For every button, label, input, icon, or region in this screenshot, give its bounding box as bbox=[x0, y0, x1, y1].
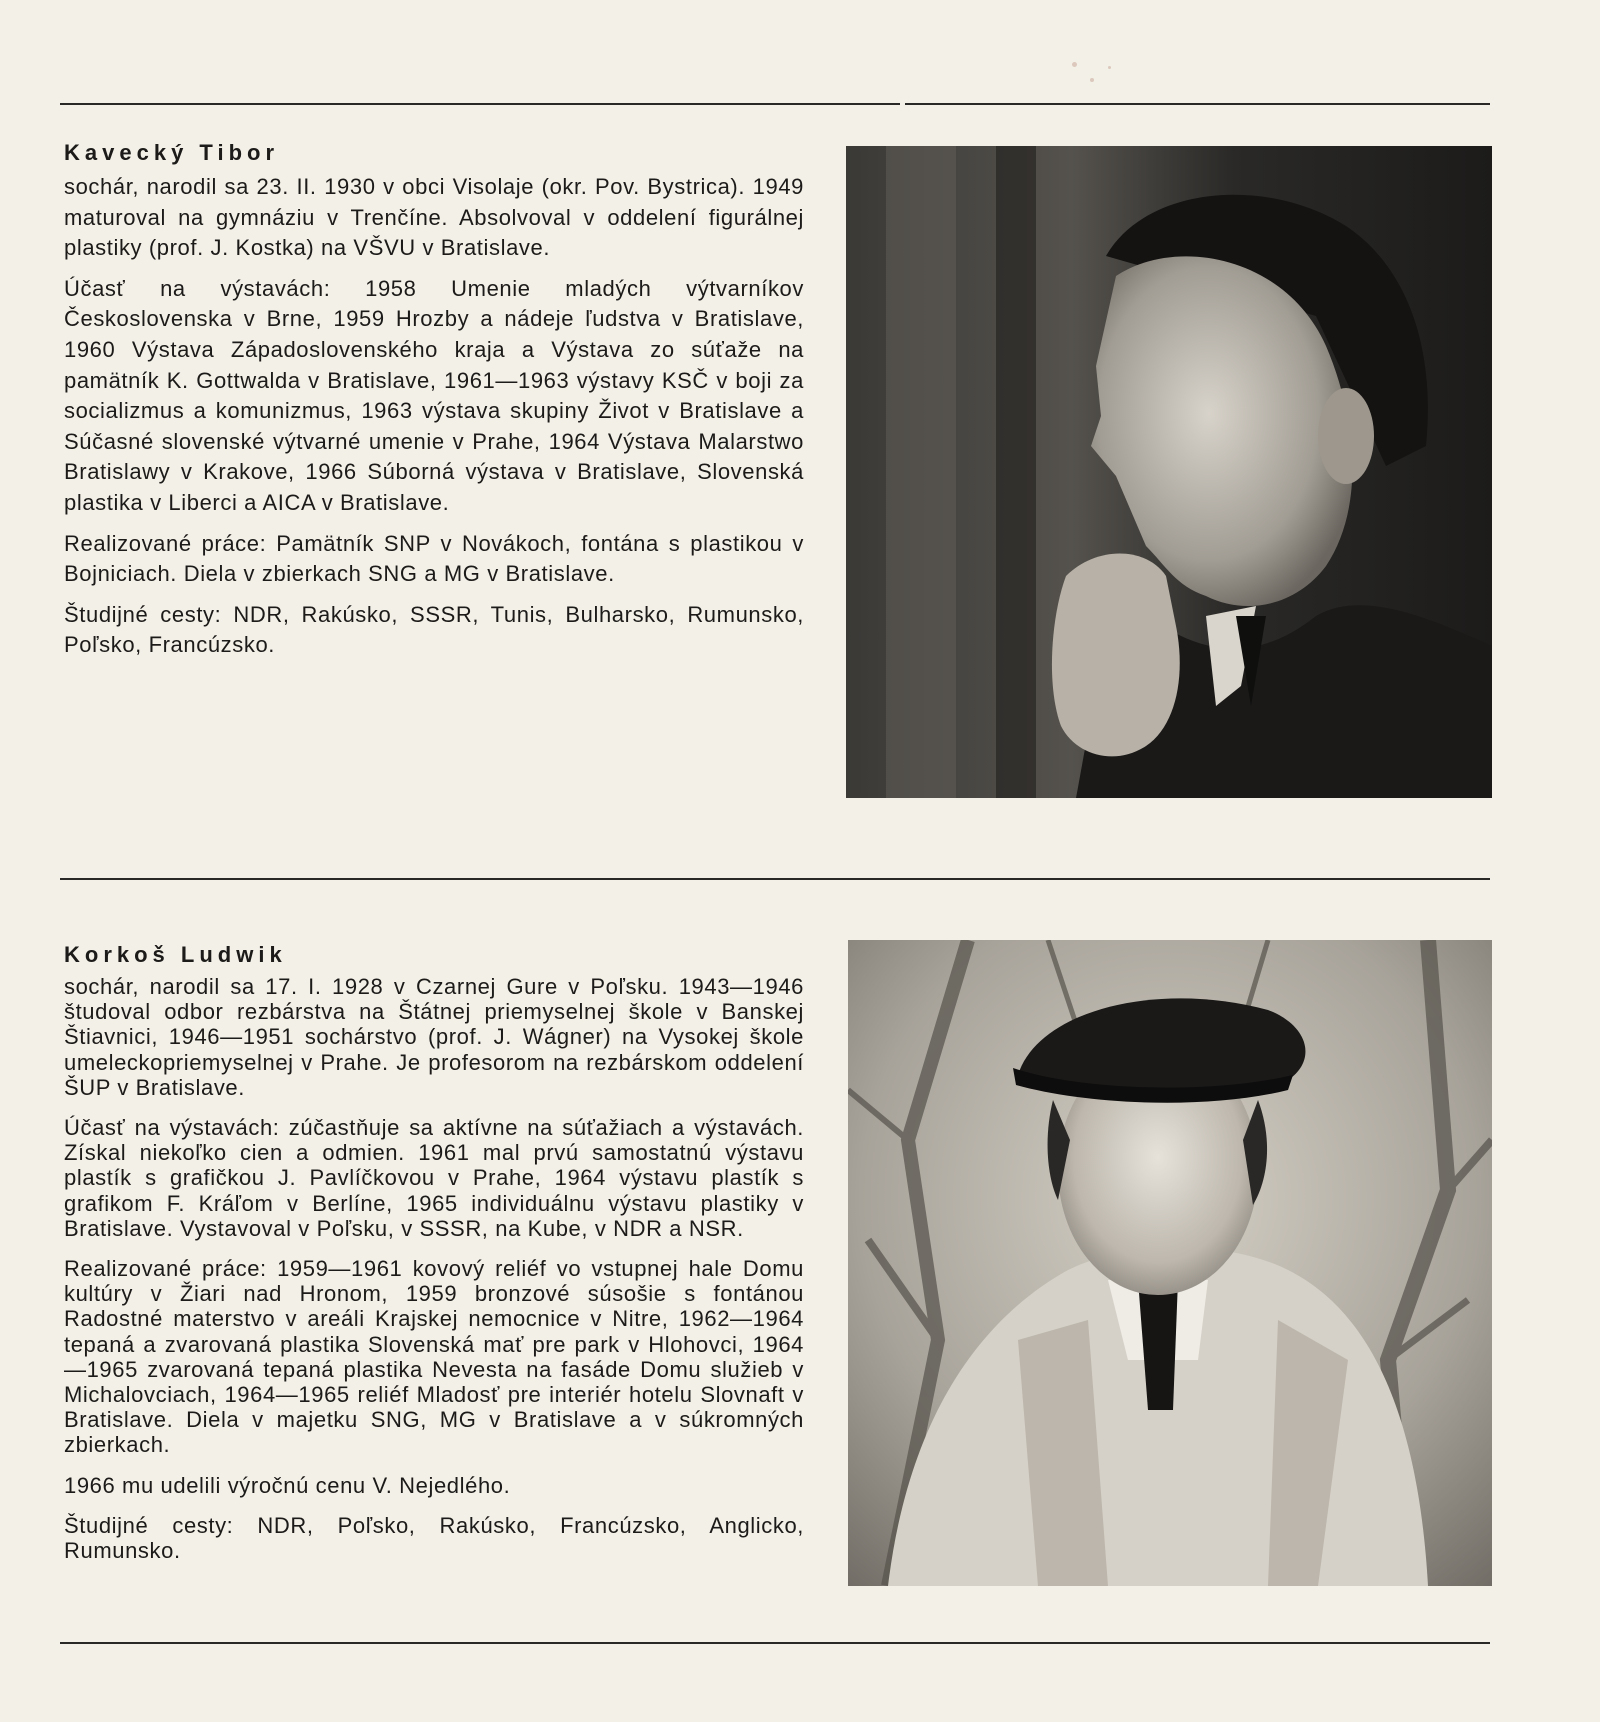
award-paragraph: 1966 mu udelili výročnú cenu V. Nejedlého. bbox=[64, 1472, 511, 1498]
exhibitions-paragraph: Účasť na výstavách: 1958 Umenie mladých výtvarníkov Československa v Brne, 1959 Hrozby a nádeje ľudstva v Bratislave, 1960 Výstava Západoslovenského kraja a Výstava zo súťaže na pamätník K. Gottwalda v Bratislave, 1961—1963 výstavy KSČ v boji za socializmus a komunizmus, 1963 výstava skupiny Život v Bratislave a Súčasné slovenské výtvarné umenie v Prahe, 1964 Výstava Malarstwo Bratislawy v Krakove, 1966 Súborná výstava v Bratislave, Slovenská plastika v Liberci a AICA v Bratislave. bbox=[64, 275, 804, 515]
portrait-photo-image bbox=[848, 940, 1492, 1586]
paper-speck bbox=[1108, 66, 1111, 69]
paper-speck bbox=[1072, 62, 1077, 67]
works-paragraph: Realizované práce: 1959—1961 kovový reliéf vo vstupnej hale Domu kultúry v Žiari nad Hronom, 1959 bronzové súsošie s fontánou Radostné materstvo v areáli Krajskej nemocnice v Nitre, 1962—1964 tepaná a zvarovaná plastika Slovenská mať pre park v Hlohovci, 1964—1965 zvarovaná tepaná plastika Nevesta na fasáde Domu služieb v Michalovciach, 1964—1965 reliéf Mladosť pre interiér hotelu Slovnaft v Bratislave. Diela v majetku SNG, MG v Bratislave a v súkromných zbierkach. bbox=[64, 1256, 804, 1458]
study-trips-paragraph: Študijné cesty: NDR, Rakúsko, SSSR, Tunis, Bulharsko, Rumunsko, Poľsko, Francúzsko. bbox=[64, 601, 804, 658]
biography-paragraph: sochár, narodil sa 23. II. 1930 v obci Visolaje (okr. Pov. Bystrica). 1949 maturoval na gymnáziu v Trenčíne. Absolvoval v oddelení figurálnej plastiky (prof. J. Kostka) na VŠVU v Bratislave. bbox=[64, 174, 804, 261]
artist-name: Korkoš Ludwik bbox=[64, 942, 287, 967]
artist-entry bbox=[64, 138, 804, 671]
biography-paragraph: sochár, narodil sa 17. I. 1928 v Czarnej Gure v Poľsku. 1943—1946 študoval odbor rezbárstva na Štátnej priemyselnej škole v Banskej Štiavnici, 1946—1951 sochárstvo (prof. J. Wágner) na Vysokej škole umeleckopriemyselnej v Prahe. Je profesorom na rezbárskom oddelení ŠUP v Bratislave. bbox=[64, 974, 804, 1100]
paper-speck bbox=[1090, 78, 1094, 82]
top-rule-right bbox=[905, 103, 1490, 105]
middle-rule bbox=[60, 878, 1490, 880]
top-rule bbox=[60, 103, 900, 105]
study-trips-paragraph: Študijné cesty: NDR, Poľsko, Rakúsko, Francúzsko, Anglicko, Rumunsko. bbox=[64, 1512, 804, 1564]
portrait-photo bbox=[848, 940, 1492, 1586]
portrait-photo bbox=[846, 146, 1492, 798]
artist-entry bbox=[64, 940, 804, 1578]
bottom-rule bbox=[60, 1642, 1490, 1644]
exhibitions-paragraph: Účasť na výstavách: zúčastňuje sa aktívne na súťažiach a výstavách. Získal niekoľko cien a odmien. 1961 mal prvú samostatnú výstavu plastík s grafičkou J. Pavlíčkovou v Prahe, 1964 výstavu plastík s grafikom F. Kráľom v Berlíne, 1965 individuálnu výstavu plastiky v Bratislave. Vystavoval v Poľsku, v SSSR, na Kube, v NDR a NSR. bbox=[64, 1115, 804, 1241]
works-paragraph: Realizované práce: Pamätník SNP v Novákoch, fontána s plastikou v Bojniciach. Diela v zbierkach SNG a MG v Bratislave. bbox=[64, 530, 804, 587]
artist-name: Kavecký Tibor bbox=[64, 140, 280, 165]
portrait-photo-image bbox=[846, 146, 1492, 798]
